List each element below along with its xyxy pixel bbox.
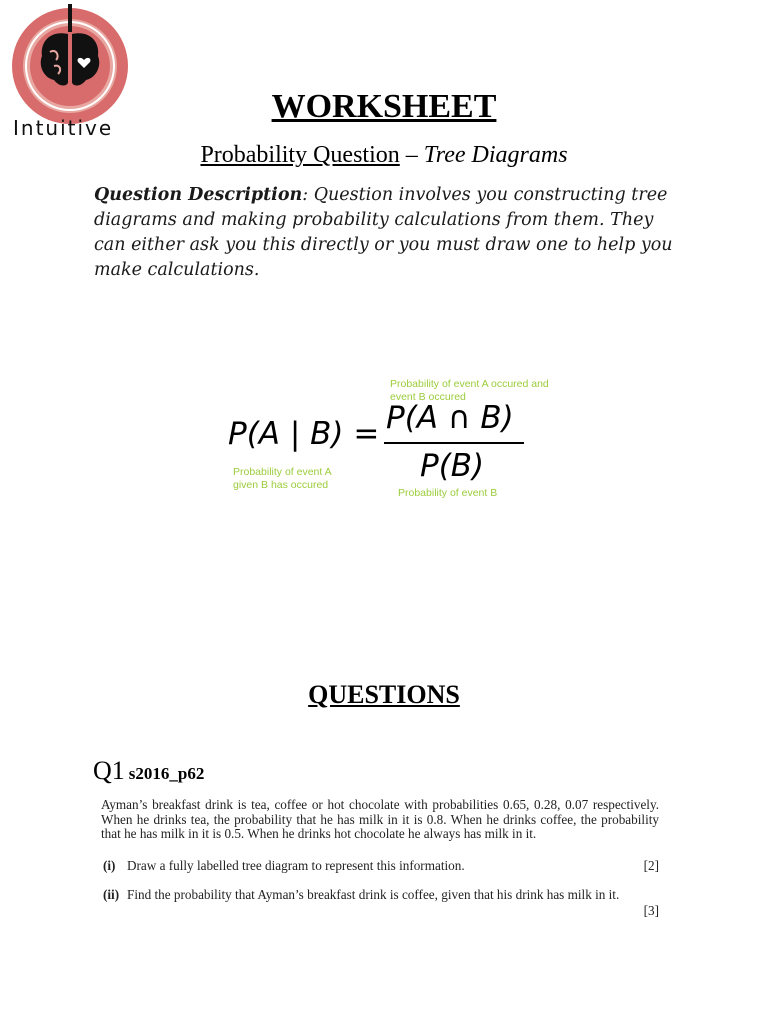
part-marks: [2]: [643, 858, 659, 873]
question-description: [94, 183, 684, 283]
question-part: [103, 858, 659, 874]
subtitle-separator: –: [399, 142, 424, 168]
page-subtitle: [0, 142, 768, 169]
page-title: WORKSHEET: [271, 88, 497, 125]
formula-denominator: P(B): [420, 448, 485, 484]
part-number: (ii): [103, 887, 120, 902]
question-body: Ayman’s breakfast drink is tea, coffee or hot chocolate with probabilities 0.65, 0.28, 0.07 respectively. When he drinks tea, the probability that he has milk in it is 0.8. When he drinks coffee, the probability that he has milk in it is 0.5. When he drinks hot chocolate he always has milk in it.: [101, 797, 659, 842]
questions-heading: QUESTIONS: [308, 680, 460, 709]
part-text: Find the probability that Ayman’s breakfast drink is coffee, given that his drink has milk in it.: [127, 887, 620, 902]
question-code: s2016_p62: [128, 764, 205, 783]
description-text: : Question involves you constructing tree diagrams and making probability calculations from them. They can either ask you this directly or you must draw one to help you make calculations.: [94, 185, 673, 280]
question-part: [103, 887, 659, 918]
logo-wordmark: Intuitive: [13, 116, 114, 140]
note-conditional-probability: Probability of event A given B has occured: [233, 466, 332, 491]
question-number: Q1: [93, 756, 125, 785]
formula-lhs: P(A | B) =: [228, 416, 380, 452]
part-text: Draw a fully labelled tree diagram to represent this information.: [127, 858, 465, 873]
question-label: [93, 756, 204, 786]
part-marks: [3]: [643, 903, 659, 918]
fraction-bar: [384, 442, 524, 444]
part-number: (i): [103, 858, 116, 873]
note-marginal-probability: Probability of event B: [398, 487, 498, 499]
note-joint-probability: Probability of event A occured and event B occured: [390, 378, 549, 403]
subtitle-main: Probability Question: [200, 142, 400, 168]
formula-numerator: P(A ∩ B): [386, 400, 514, 436]
subtitle-topic: Tree Diagrams: [423, 142, 568, 168]
description-label: Question Description: [94, 185, 303, 205]
